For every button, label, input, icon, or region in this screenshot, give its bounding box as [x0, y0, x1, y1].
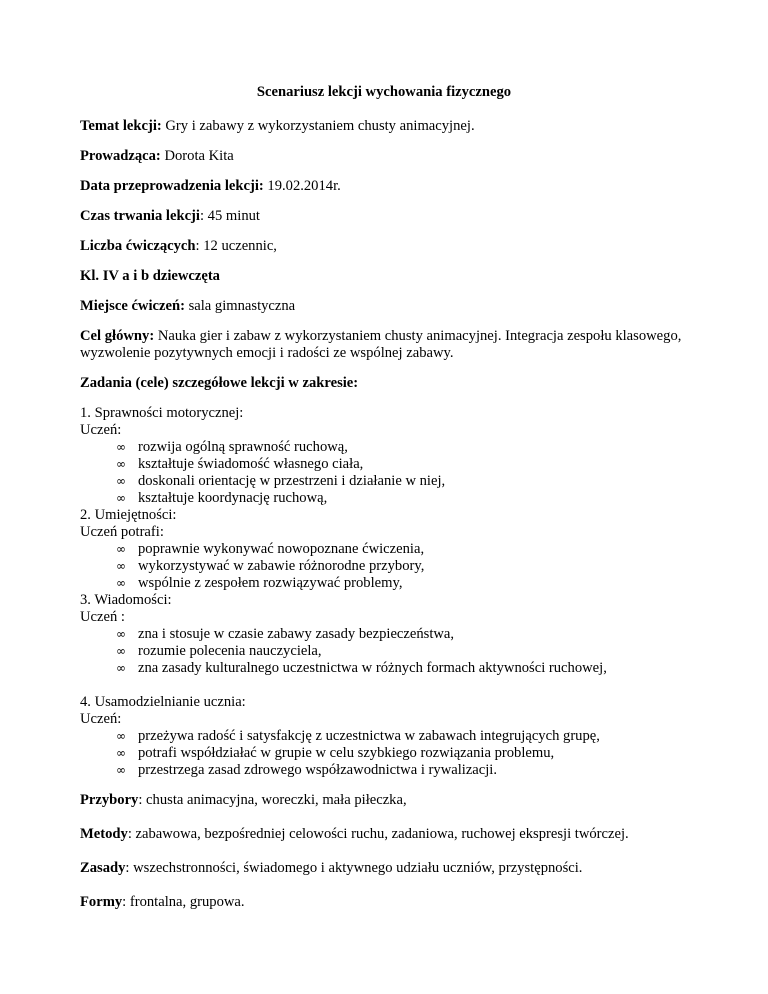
list-item: ∞ poprawnie wykonywać nowopoznane ćwiczenia,	[80, 541, 710, 558]
bullet-list	[80, 541, 710, 592]
field-class	[80, 268, 710, 285]
field-label: Prowadząca:	[80, 148, 161, 164]
field-duration	[80, 208, 710, 225]
forms	[80, 894, 710, 911]
section-subject: Uczeń potrafi:	[80, 524, 164, 540]
spacer	[80, 779, 710, 792]
spacer	[80, 677, 710, 694]
section-heading: 2. Umiejętności:	[80, 507, 177, 523]
list-item: ∞ rozumie polecenia nauczyciela,	[80, 643, 710, 660]
section-heading: 1. Sprawności motorycznej:	[80, 405, 244, 421]
section-heading: 3. Wiadomości:	[80, 592, 172, 608]
equipment-value: : chusta animacyjna, woreczki, mała piłeczka,	[138, 792, 407, 808]
bullet-list	[80, 728, 710, 779]
bullet-list	[80, 626, 710, 677]
list-item: ∞ doskonali orientację w przestrzeni i działanie w niej,	[80, 473, 710, 490]
section-motor	[80, 405, 710, 507]
methods-label: Metody	[80, 826, 128, 842]
section-subject: Uczeń:	[80, 422, 122, 438]
field-label: Liczba ćwiczących	[80, 238, 196, 254]
field-value: sala gimnastyczna	[184, 298, 296, 314]
field-teacher	[80, 148, 710, 165]
field-topic	[80, 118, 710, 135]
list-item: ∞ rozwija ogólną sprawność ruchową,	[80, 439, 710, 456]
forms-value: : frontalna, grupowa.	[122, 894, 245, 910]
document-body	[80, 118, 710, 924]
tasks-heading	[80, 375, 710, 392]
list-item: ∞ kształtuje świadomość własnego ciała,	[80, 456, 710, 473]
field-value: : 45 minut	[199, 208, 260, 224]
forms-label: Formy	[80, 894, 123, 910]
main-goal-text: Nauka gier i zabaw z wykorzystaniem chusty animacyjnej. Integracja zespołu klasowego, wyzwolenie pozytywnych emocji i radości ze wspólnej zabawy.	[80, 328, 682, 361]
section-knowledge	[80, 592, 710, 677]
field-label: Miejsce ćwiczeń:	[80, 298, 185, 314]
document-title: Scenariusz lekcji wychowania fizycznego	[256, 84, 512, 100]
section-skills	[80, 507, 710, 592]
methods	[80, 826, 710, 843]
field-label: Temat lekcji:	[80, 118, 162, 134]
section-independence	[80, 694, 710, 779]
list-item: ∞ przestrzega zasad zdrowego współzawodnictwa i rywalizacji.	[80, 762, 710, 779]
list-item: ∞ wykorzystywać w zabawie różnorodne przybory,	[80, 558, 710, 575]
section-subject: Uczeń:	[80, 711, 122, 727]
methods-value: : zabawowa, bezpośredniej celowości ruchu, zadaniowa, ruchowej ekspresji twórczej.	[127, 826, 629, 842]
list-item: ∞ kształtuje koordynację ruchową,	[80, 490, 710, 507]
field-label: Czas trwania lekcji	[80, 208, 200, 224]
list-item: ∞ przeżywa radość i satysfakcję z uczestnictwa w zabawach integrujących grupę,	[80, 728, 710, 745]
field-value: : 12 uczennic,	[195, 238, 277, 254]
list-item: ∞ zna i stosuje w czasie zabawy zasady bezpieczeństwa,	[80, 626, 710, 643]
field-label: Kl. IV a i b dziewczęta	[80, 268, 220, 284]
field-value: Gry i zabawy z wykorzystaniem chusty animacyjnej.	[161, 118, 475, 134]
field-date	[80, 178, 710, 195]
principles-label: Zasady	[80, 860, 126, 876]
main-goal-label: Cel główny:	[80, 328, 155, 344]
field-value: 19.02.2014r.	[263, 178, 341, 194]
principles	[80, 860, 710, 877]
list-item: ∞ zna zasady kulturalnego uczestnictwa w różnych formach aktywności ruchowej,	[80, 660, 710, 677]
field-label: Data przeprowadzenia lekcji:	[80, 178, 264, 194]
main-goal	[80, 328, 710, 362]
list-item: ∞ potrafi współdziałać w grupie w celu szybkiego rozwiązania problemu,	[80, 745, 710, 762]
field-participants	[80, 238, 710, 255]
field-place	[80, 298, 710, 315]
tasks-heading-text: Zadania (cele) szczegółowe lekcji w zakresie:	[80, 375, 359, 391]
list-item: ∞ wspólnie z zespołem rozwiązywać problemy,	[80, 575, 710, 592]
section-subject: Uczeń :	[80, 609, 125, 625]
principles-value: : wszechstronności, świadomego i aktywnego udziału uczniów, przystępności.	[125, 860, 583, 876]
field-value: Dorota Kita	[160, 148, 234, 164]
section-heading: 4. Usamodzielnianie ucznia:	[80, 694, 246, 710]
equipment	[80, 792, 710, 809]
bullet-list	[80, 439, 710, 507]
equipment-label: Przybory	[80, 792, 139, 808]
